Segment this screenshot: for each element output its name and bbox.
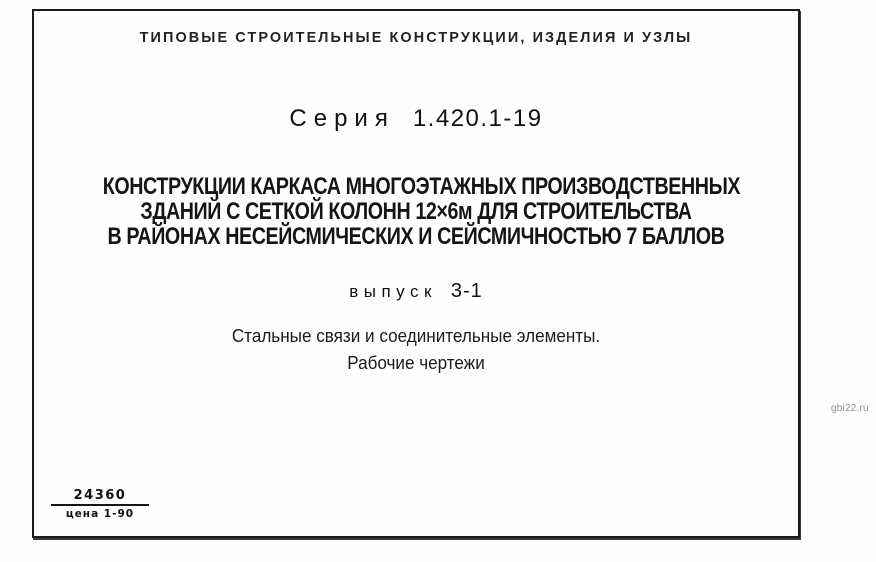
site-watermark: gbi22.ru (831, 403, 869, 414)
title-line-1: КОНСТРУКЦИИ КАРКАСА МНОГОЭТАЖНЫХ ПРОИЗВОДСТВЕННЫХ (102, 173, 741, 200)
document-title (102, 173, 741, 250)
title-line-3: В РАЙОНАХ НЕСЕЙСМИЧЕСКИХ И СЕЙСМИЧНОСТЬЮ 7 БАЛЛОВ (107, 223, 725, 250)
issue-number: 3-1 (450, 280, 483, 302)
price-stamp (51, 484, 149, 520)
series-number: 1.420.1-19 (412, 105, 543, 132)
document-subtitle (53, 323, 779, 377)
series-line (34, 105, 798, 133)
document-border-frame (32, 9, 800, 538)
subtitle-line-2: Рабочие чертежи (347, 353, 485, 373)
series-label: Серия (289, 105, 395, 132)
title-line-2: ЗДАНИЙ С СЕТКОЙ КОЛОНН 12×6м ДЛЯ СТРОИТЕЛЬСТВА (140, 198, 692, 225)
subtitle-line-1: Стальные связи и соединительные элементы. (231, 326, 601, 346)
issue-label: выпуск (349, 282, 437, 301)
stamp-price: цена 1-90 (65, 508, 135, 520)
document-series-header: ТИПОВЫЕ СТРОИТЕЛЬНЫЕ КОНСТРУКЦИИ, ИЗДЕЛИЯ И УЗЛЫ (139, 29, 693, 46)
stamp-code: 24360 (73, 488, 127, 503)
issue-line (34, 280, 798, 303)
